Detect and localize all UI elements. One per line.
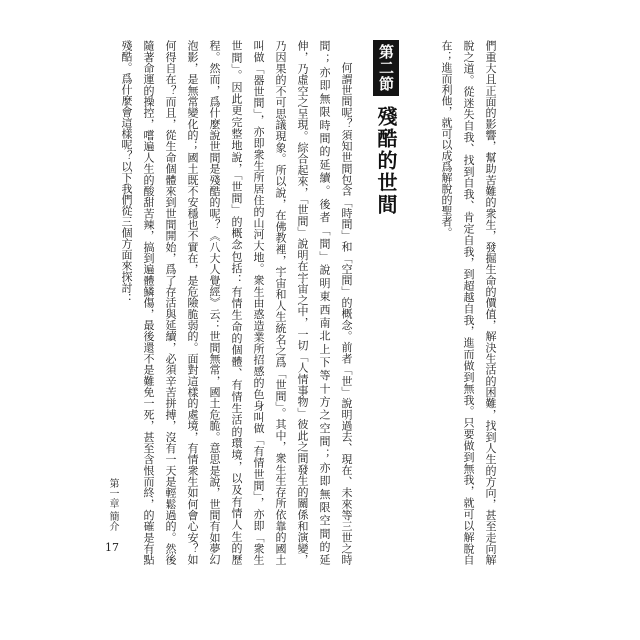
body-text-column: 伸，乃虛空之呈現。綜合起來，「世間」說明在宇宙之中，一切「人情事物」彼此之間發生的關係和演變， [296,40,309,565]
body-text-column: 叫做「器世間」，亦即衆生所居住的山河大地。衆生由惑造業所招感的色身叫做「有情世間」，亦即「衆生 [252,40,265,565]
body-text-column: 殘酷。爲什麼會這樣呢？以下我們從三個方面來探討： [120,40,133,304]
page-number: 17 [105,541,119,554]
body-text-column: 程。然而，爲什麼說世間是殘酷的呢？《八大人覺經》云：世間無常，國土危脆。意思是說，世間有如夢幻 [208,40,221,565]
text-column: 脫之道。從迷失自我、找到自我、肯定自我，到超越自我，進而做到無我。只要做到無我，就可以解脫自 [462,40,475,565]
body-text-column: 何得自在？而且，從生命個體來到世間開始，爲了存活與延續，必須辛苦拼搏，沒有一天是輕鬆過的。然後 [164,40,177,565]
body-text-column: 何謂世間呢？須知世間包含「時間」和「空間」的概念。前者「世」說明過去、現在、未來等三世之時 [340,62,353,565]
section-title: 殘酷的世間 [374,106,398,216]
text-column: 們重大且正面的影響，幫助苦難的衆生，發掘生命的價值，解決生活的困難，找到人生的方向，甚至走向解 [484,40,497,565]
body-text-column: 間；亦即無限時間的延續。後者「間」說明東西南北上下等十方之空間；亦即無限空間的延 [318,40,331,565]
body-text-column: 乃因果的不可思議現象。所以說，在佛教裡，宇宙和人生統名之爲「世間」。其中，衆生生存所依靠的國土 [274,40,287,565]
body-text-column: 泡影，是無常變化的；國土既不安穩也不實在，是危險脆弱的。面對這樣的處境，有情衆生如何會心安？如 [186,40,199,565]
text-column: 在；進而利他，就可以成爲解脫的聖者。 [440,40,453,238]
body-text-column: 世間」。因此更完整地說，「世間」的概念包括：有情生命的個體、有情生活的環境，以及有情人生的歷 [230,40,243,565]
section-number-badge: 第二節 [373,40,399,96]
body-text-column: 隨著命運的操控，嚐遍人生的酸甜苦辣，搞到遍體鱗傷，最後還不是難免一死，甚至含恨而終，的確是有點 [142,40,155,565]
footer-chapter-label: 第一章 簡介 [107,478,118,532]
